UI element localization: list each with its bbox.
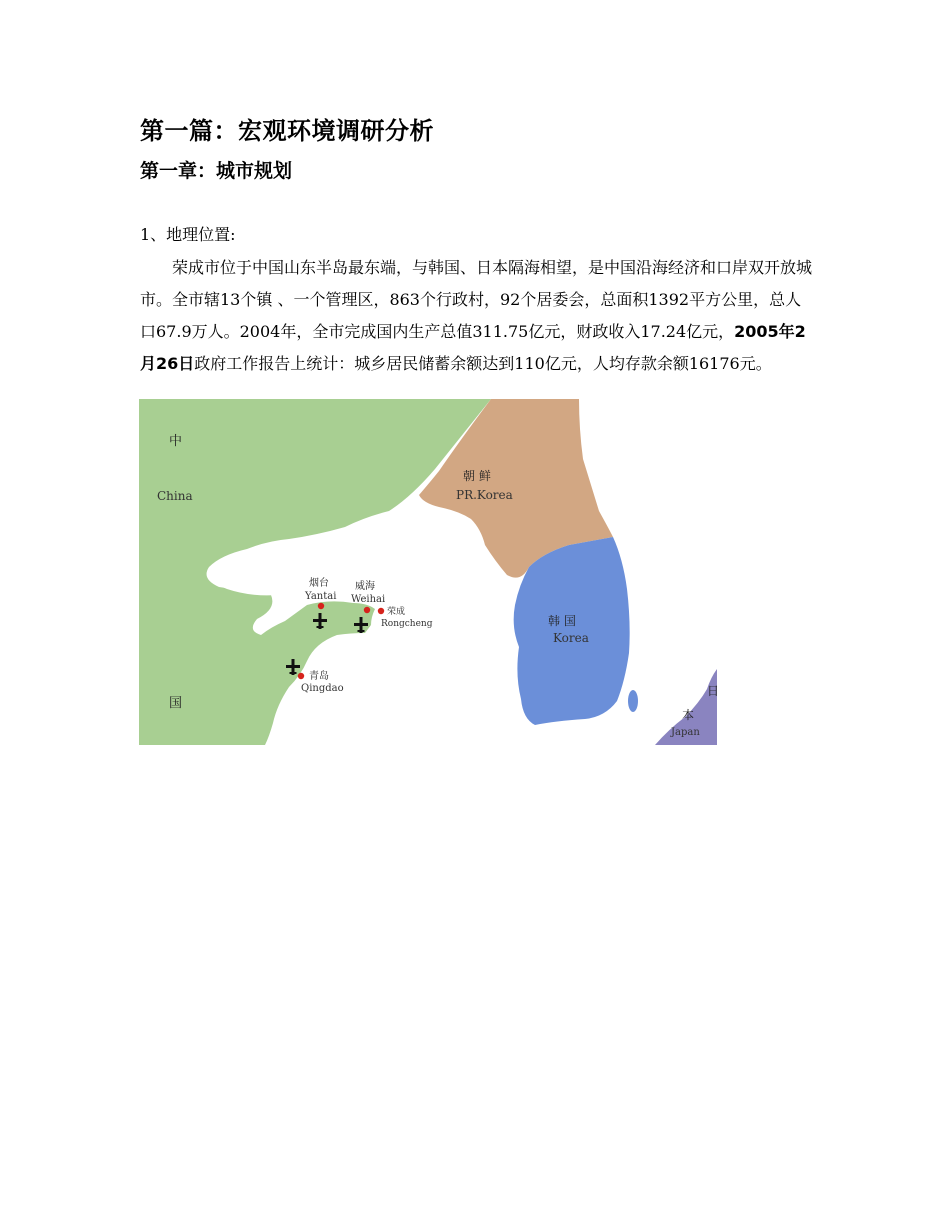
part-title: 第一篇：宏观环境调研分析 [140,117,434,145]
body-paragraph [140,252,812,380]
rongcheng-label-en: Rongcheng [381,619,433,629]
japan-label-cn-1: 日 [707,684,720,698]
china-label-cn-2: 国 [169,696,183,711]
rongcheng-dot [378,608,384,614]
china-label-cn-1: 中 [169,434,183,449]
weihai-dot [364,607,370,613]
weihai-label-cn: 威海 [355,581,375,592]
paragraph-bold-date: 2005年2月26日 [140,322,806,373]
south-korea-label-cn: 韩 国 [548,614,576,628]
north-korea-label-cn: 朝 鲜 [463,469,491,483]
section-heading: 1、地理位置: [140,225,236,244]
map-graphic [139,399,720,745]
paragraph-text-before: 荣成市位于中国山东半岛最东端，与韩国、日本隔海相望，是中国沿海经济和口岸双开放城市。全市辖13个镇 、一个管理区，863个行政村，92个居委会，总面积1392平方公里，总人口67.9万人。2004年，全市完成国内生产总值311.75亿元，财政收入17.24亿元， [140,258,813,341]
yantai-label-cn: 烟台 [309,578,329,589]
japan-label-en: Japan [671,727,700,738]
south-korea-label-en: Korea [553,631,589,645]
chapter-title: 第一章：城市规划 [140,160,293,182]
north-korea-label-en: PR.Korea [456,488,513,502]
qingdao-label-cn: 青岛 [309,671,329,682]
yantai-label-en: Yantai [305,591,337,602]
weihai-label-en: Weihai [351,594,386,605]
rongcheng-label-cn: 荣成 [387,607,406,617]
jeju-island [628,690,638,712]
qingdao-dot [298,673,304,679]
yantai-dot [318,603,324,609]
paragraph-text-after: 政府工作报告上统计：城乡居民储蓄余额达到110亿元，人均存款余额16176元。 [194,354,772,373]
qingdao-label-en: Qingdao [301,683,344,694]
china-label-en: China [157,489,193,503]
location-map [139,399,720,745]
japan-label-cn-2: 本 [682,708,695,722]
